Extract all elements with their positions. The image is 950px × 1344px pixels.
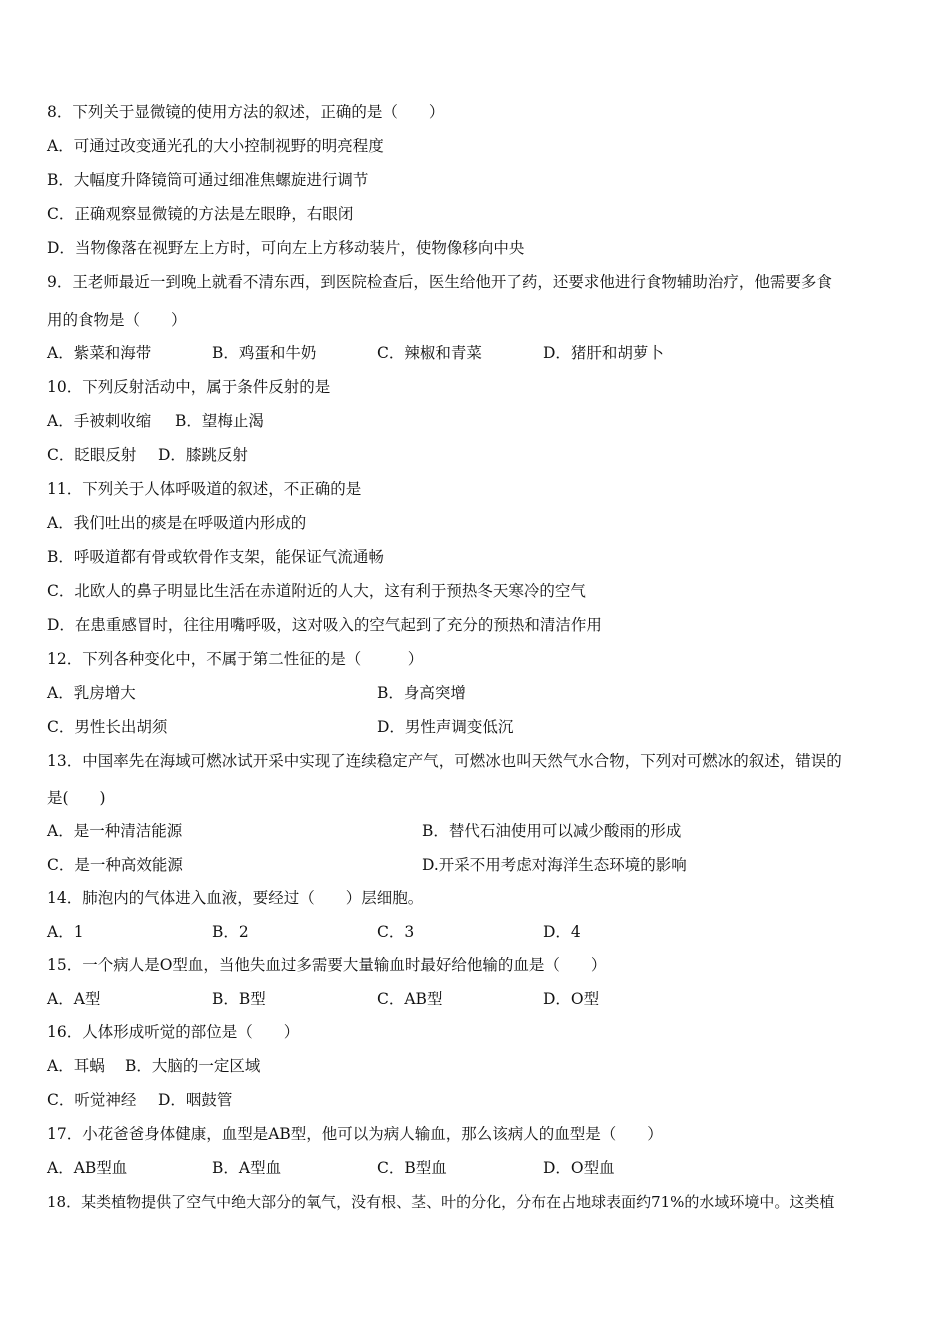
q13-stem-line1: 13．中国率先在海域可燃冰试开采中实现了连续稳定产气，可燃冰也叫天然气水合物，下列对可燃冰的叙述，错误的: [47, 752, 842, 770]
q9-option-a: A．紫菜和海带: [47, 344, 152, 362]
q8-option-b: B．大幅度升降镜筒可通过细准焦螺旋进行调节: [47, 171, 369, 189]
q8-stem: 8．下列关于显微镜的使用方法的叙述，正确的是（ ）: [47, 103, 445, 121]
q12-stem: 12．下列各种变化中，不属于第二性征的是（ ）: [47, 650, 424, 668]
q16-option-d: D．咽鼓管: [158, 1091, 233, 1109]
q11-option-a: A．我们吐出的痰是在呼吸道内形成的: [47, 514, 307, 532]
q15-option-d: D．O型: [543, 990, 600, 1008]
q13-option-d: D.开采不用考虑对海洋生态环境的影响: [422, 856, 687, 874]
q11-option-b: B．呼吸道都有骨或软骨作支架，能保证气流通畅: [47, 548, 384, 566]
q10-stem: 10．下列反射活动中，属于条件反射的是: [47, 378, 331, 396]
q17-stem: 17．小花爸爸身体健康，血型是AB型，他可以为病人输血，那么该病人的血型是（ ）: [47, 1125, 663, 1143]
q12-option-b: B．身高突增: [377, 684, 466, 702]
q13-option-c: C．是一种高效能源: [47, 856, 183, 874]
q11-option-c: C．北欧人的鼻子明显比生活在赤道附近的人大，这有利于预热冬天寒冷的空气: [47, 582, 586, 600]
q14-option-b: B．2: [212, 923, 249, 941]
q10-option-a: A．手被刺收缩: [47, 412, 152, 430]
q10-option-c: C．眨眼反射: [47, 446, 137, 464]
q12-option-c: C．男性长出胡须: [47, 718, 168, 736]
q10-option-b: B．望梅止渴: [175, 412, 264, 430]
q14-option-c: C．3: [377, 923, 415, 941]
q15-option-a: A．A型: [47, 990, 101, 1008]
q14-option-a: A．1: [47, 923, 84, 941]
q13-option-b: B．替代石油使用可以减少酸雨的形成: [422, 822, 682, 840]
q12-option-a: A．乳房增大: [47, 684, 136, 702]
q17-option-c: C．B型血: [377, 1159, 447, 1177]
q16-option-c: C．听觉神经: [47, 1091, 137, 1109]
q9-option-c: C．辣椒和青菜: [377, 344, 482, 362]
q15-option-c: C．AB型: [377, 990, 443, 1008]
q16-option-b: B．大脑的一定区域: [125, 1057, 261, 1075]
q14-option-d: D．4: [543, 923, 581, 941]
q16-option-a: A．耳蜗: [47, 1057, 105, 1075]
q13-stem-line2: 是( ): [47, 789, 106, 807]
q13-option-a: A．是一种清洁能源: [47, 822, 183, 840]
q8-option-a: A．可通过改变通光孔的大小控制视野的明亮程度: [47, 137, 384, 155]
q10-option-d: D．膝跳反射: [158, 446, 248, 464]
q11-option-d: D．在患重感冒时，往往用嘴呼吸，这对吸入的空气起到了充分的预热和清洁作用: [47, 616, 602, 634]
q12-option-d: D．男性声调变低沉: [377, 718, 514, 736]
q16-stem: 16．人体形成听觉的部位是（ ）: [47, 1023, 300, 1041]
q15-option-b: B．B型: [212, 990, 266, 1008]
q14-stem: 14．肺泡内的气体进入血液，要经过（ ）层细胞。: [47, 889, 424, 907]
q11-stem: 11．下列关于人体呼吸道的叙述，不正确的是: [47, 480, 362, 498]
q15-stem: 15．一个病人是O型血，当他失血过多需要大量输血时最好给他输的血是（ ）: [47, 956, 607, 974]
q18-stem: 18．某类植物提供了空气中绝大部分的氧气，没有根、茎、叶的分化，分布在占地球表面约71%的水域环境中。这类植: [47, 1193, 835, 1211]
q8-option-d: D．当物像落在视野左上方时，可向左上方移动装片，使物像移向中央: [47, 239, 525, 257]
q17-option-b: B．A型血: [212, 1159, 282, 1177]
q9-option-d: D．猪肝和胡萝卜: [543, 344, 664, 362]
q9-option-b: B．鸡蛋和牛奶: [212, 344, 317, 362]
q9-stem-line2: 用的食物是（ ）: [47, 311, 187, 329]
q8-option-c: C．正确观察显微镜的方法是左眼睁，右眼闭: [47, 205, 354, 223]
q9-stem-line1: 9．王老师最近一到晚上就看不清东西，到医院检查后，医生给他开了药，还要求他进行食物辅助治疗，他需要多食: [47, 273, 832, 291]
q17-option-d: D．O型血: [543, 1159, 615, 1177]
q17-option-a: A．AB型血: [47, 1159, 128, 1177]
